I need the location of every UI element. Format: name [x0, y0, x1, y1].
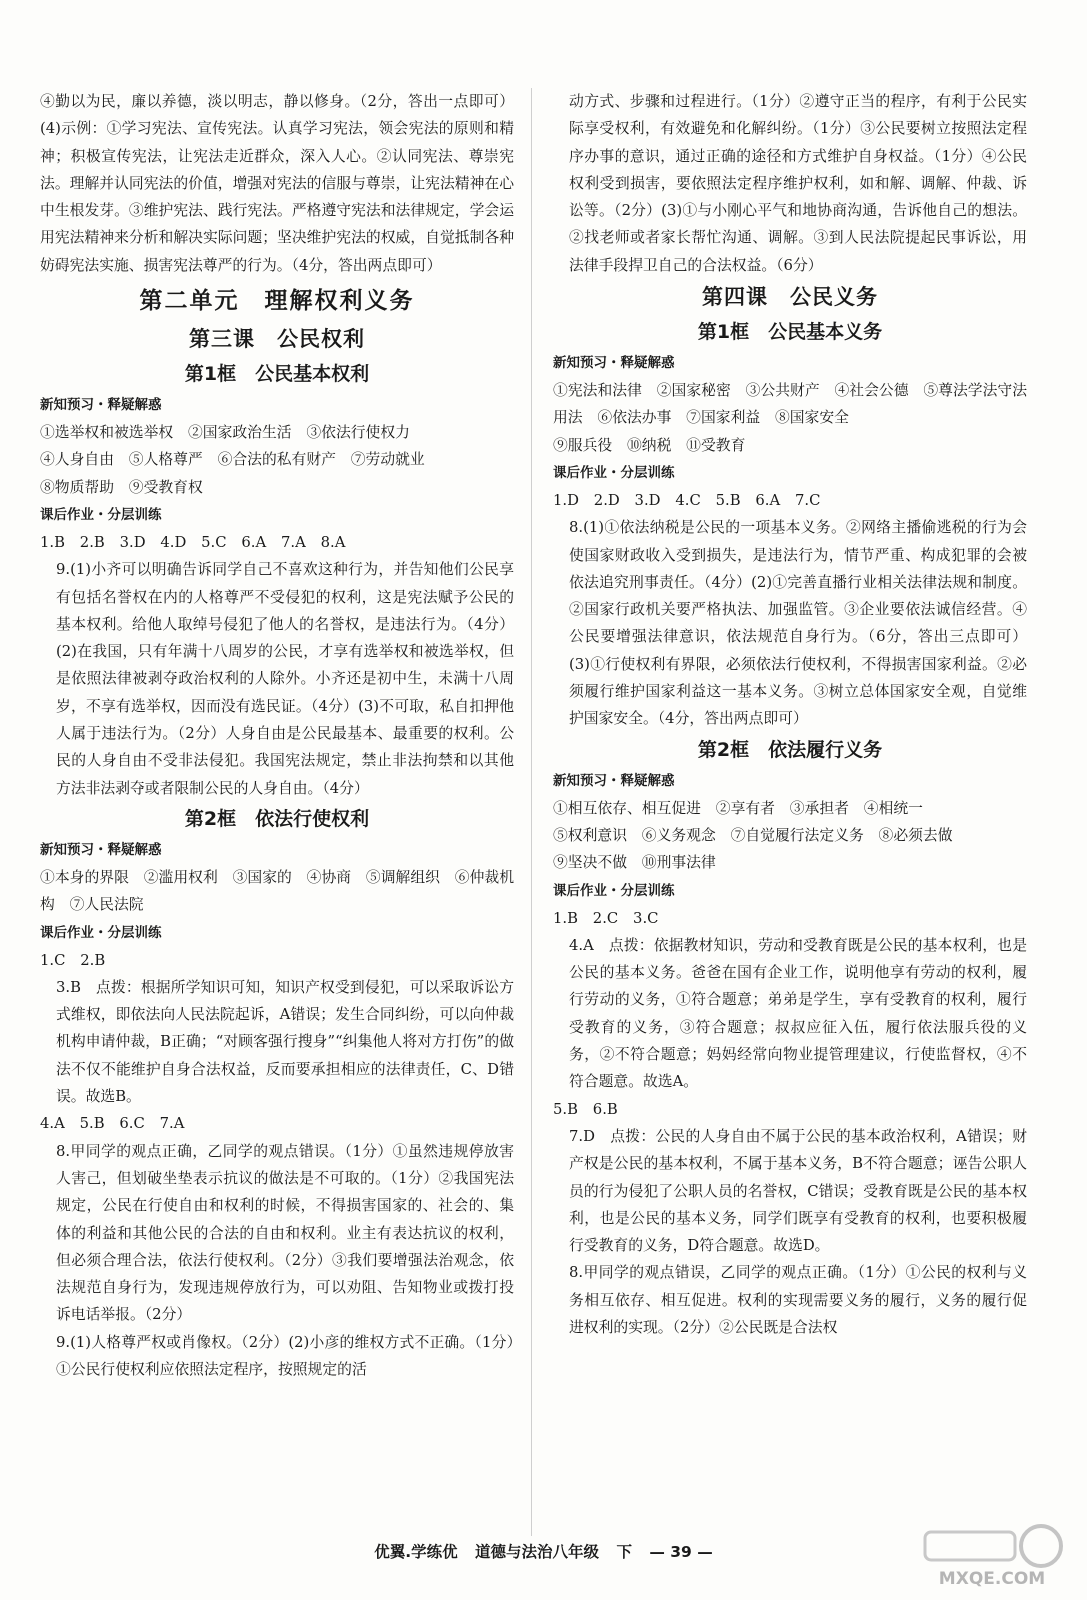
- answer-key-line: 1.B 2.B 3.D 4.D 5.C 6.A 7.A 8.A: [40, 533, 346, 551]
- answer-paragraph: 8.甲同学的观点正确，乙同学的观点错误。（1分）①虽然违规停放害人害己，但划破坐垫表示抗议的做法是不可取的。（1分）②我国宪法规定，公民在行使自由和权利的时候，不得损害国家的、社会的、集体的利益和其他公民的合法的自由和权利。业主有表达抗议的权利，但必须合理合法，依法行使权利。（2分）③我们要增强法治观念，依法规范自身行为，发现违规停放行为，可以劝阻、告知物业或拨打投诉电话举报。（2分）: [56, 1142, 514, 1324]
- section-heading: 新知预习・释疑解惑: [553, 355, 675, 372]
- preview-line: ①相互依存、相互促进 ②享有者 ③承担者 ④相统一: [553, 799, 923, 817]
- right-column: [553, 88, 1027, 1341]
- answer-key-line: 4.A 5.B 6.C 7.A: [40, 1115, 185, 1133]
- frame-title: 第2框 依法履行义务: [697, 738, 883, 761]
- left-column: [40, 88, 514, 1383]
- column-divider: [531, 88, 532, 1536]
- frame-title: 第1框 公民基本义务: [697, 321, 883, 344]
- section-heading: 新知预习・释疑解惑: [553, 772, 675, 789]
- answer-paragraph: 9.(1)小齐可以明确告诉同学自己不喜欢这种行为，并告知他们公民享有包括名誉权在内的人格尊严不受侵犯的权利，这是宪法赋予公民的基本权利。给他人取绰号侵犯了他人的名誉权，是违法行为。（4分）(2)在我国，只有年满十八周岁的公民，才享有选举权和被选举权，但是依照法律被剥夺政治权利的人除外。小齐还是初中生，未满十八周岁，不享有选举权，因而没有选民证。（4分）(3)不可取，私自扣押他人属于违法行为。（2分）人身自由是公民最基本、最重要的权利。公民的人身自由不受非法侵犯。我国宪法规定，禁止非法拘禁和以其他方法非法剥夺或者限制公民的人身自由。（4分）: [56, 561, 514, 797]
- answer-paragraph: 7.D 点拨：公民的人身自由不属于公民的基本政治权利，A错误；财产权是公民的基本权利，不属于基本义务，B不符合题意；诬告公职人员的行为侵犯了公职人员的名誉权，C错误；受教育既是公民的基本权利，也是公民的基本义务，同学们既享有受教育的权利，也要积极履行受教育的义务，D符合题意。故选D。: [569, 1127, 1027, 1255]
- preview-line: ⑧物质帮助 ⑨受教育权: [40, 478, 203, 496]
- answer-paragraph: 8.甲同学的观点错误，乙同学的观点正确。（1分）①公民的权利与义务相互依存、相互促进。权利的实现需要义务的履行，义务的履行促进权利的实现。（2分）②公民既是合法权: [569, 1264, 1027, 1336]
- page-number: — 39 —: [649, 1543, 713, 1561]
- answer-paragraph: 9.(1)人格尊严权或肖像权。（2分）(2)小彦的维权方式不正确。（1分）①公民行使权利应依照法定程序，按照规定的活: [56, 1333, 514, 1378]
- footer-brand: 优翼.学练优: [374, 1543, 458, 1561]
- section-heading: 课后作业・分层训练: [553, 882, 675, 899]
- answer-key-line: 1.B 2.C 3.C: [553, 909, 659, 927]
- preview-line: ①选举权和被选举权 ②国家政治生活 ③依法行使权力: [40, 424, 410, 442]
- frame-title: 第2框 依法行使权利: [184, 807, 370, 830]
- answer-paragraph: 动方式、步骤和过程进行。（1分）②遵守正当的程序，有利于公民实际享受权利，有效避免和化解纠纷。（1分）③公民要树立按照法定程序办事的意识，通过正确的途径和方式维护自身权益。（1分）④公民权利受到损害，要依照法定程序维护权利，如和解、调解、仲裁、诉讼等。（2分）(3)①与小刚心平气和地协商沟通，告诉他自己的想法。②找老师或者家长帮忙沟通、调解。③到人民法院提起民事诉讼，用法律手段捍卫自己的合法权益。（6分）: [569, 93, 1027, 274]
- lesson-title: 第三课 公民权利: [189, 327, 365, 352]
- preview-line: ④人身自由 ⑤人格尊严 ⑥合法的私有财产 ⑦劳动就业: [40, 451, 425, 469]
- answer-paragraph: 8.(1)①依法纳税是公民的一项基本义务。②网络主播偷逃税的行为会使国家财政收入受到损失，是违法行为，情节严重、构成犯罪的会被依法追究刑事责任。（4分）(2)①完善直播行业相关法律法规和制度。②国家行政机关要严格执法、加强监管。③企业要依法诚信经营。④公民要增强法律意识，依法规范自身行为。（6分，答出三点即可）(3)①行使权利有界限，必须依法行使权利，不得损害国家利益。②必须履行维护国家利益这一基本义务。③树立总体国家安全观，自觉维护国家安全。（4分，答出两点即可）: [569, 519, 1027, 728]
- footer-volume: 下: [616, 1543, 632, 1561]
- answer-key-line: 1.D 2.D 3.D 4.C 5.B 6.A 7.C: [553, 491, 821, 509]
- unit-title: 第二单元 理解权利义务: [139, 288, 415, 315]
- footer-subject: 道德与法治八年级: [475, 1543, 600, 1561]
- answer-key-line: 5.B 6.B: [553, 1100, 618, 1118]
- section-heading: 新知预习・释疑解惑: [40, 841, 162, 858]
- section-heading: 新知预习・释疑解惑: [40, 397, 162, 414]
- preview-line: ①宪法和法律 ②国家秘密 ③公共财产 ④社会公德 ⑤尊法学法守法用法 ⑥依法办事 ⑦国家利益 ⑧国家安全: [553, 382, 1027, 427]
- answer-paragraph: 3.B 点拨：根据所学知识可知，知识产权受到侵犯，可以采取诉讼方式维权，即依法向人民法院起诉，A错误；发生合同纠纷，可以向仲裁机构申请仲裁，B正确；“对顾客强行搜身”“纠集他人将对方打伤”的做法不仅不能维护自身合法权益，反而要承担相应的法律责任，C、D错误。故选B。: [56, 978, 514, 1106]
- section-heading: 课后作业・分层训练: [40, 506, 162, 523]
- preview-line: ⑨坚决不做 ⑩刑事法律: [553, 854, 716, 872]
- preview-line: ①本身的界限 ②滥用权利 ③国家的 ④协商 ⑤调解组织 ⑥仲裁机构 ⑦人民法院: [40, 868, 514, 914]
- watermark-logo: [917, 1522, 1067, 1592]
- preview-line: ⑤权利意识 ⑥义务观念 ⑦自觉履行法定义务 ⑧必须去做: [553, 826, 953, 844]
- answer-key-line: 1.C 2.B: [40, 951, 106, 969]
- answer-paragraph: ④勤以为民，廉以养德，淡以明志，静以修身。（2分，答出一点即可）(4)示例：①学习宪法、宣传宪法。认真学习宪法，领会宪法的原则和精神；积极宣传宪法，让宪法走近群众，深入人心。②认同宪法、尊崇宪法。理解并认同宪法的价值，增强对宪法的信服与尊崇，让宪法精神在心中生根发芽。③维护宪法、践行宪法。严格遵守宪法和法律规定，学会运用宪法精神来分析和解决实际问题；坚决维护宪法的权威，自觉抵制各种妨碍宪法实施、损害宪法尊严的行为。（4分，答出两点即可）: [40, 93, 514, 274]
- preview-line: ⑨服兵役 ⑩纳税 ⑪受教育: [553, 436, 746, 454]
- lesson-title: 第四课 公民义务: [702, 285, 878, 310]
- section-heading: 课后作业・分层训练: [553, 464, 675, 481]
- frame-title: 第1框 公民基本权利: [184, 363, 370, 386]
- watermark-text: MXQE.COM: [938, 1569, 1046, 1589]
- section-heading: 课后作业・分层训练: [40, 924, 162, 941]
- answer-paragraph: 4.A 点拨：依据教材知识，劳动和受教育既是公民的基本权利，也是公民的基本义务。爸爸在国有企业工作，说明他享有劳动的权利，履行劳动的义务，①符合题意；弟弟是学生，享有受教育的权利，履行受教育的义务，③符合题意；叔叔应征入伍，履行依法服兵役的义务，②不符合题意；妈妈经常向物业提管理建议，行使监督权，④不符合题意。故选A。: [569, 936, 1027, 1091]
